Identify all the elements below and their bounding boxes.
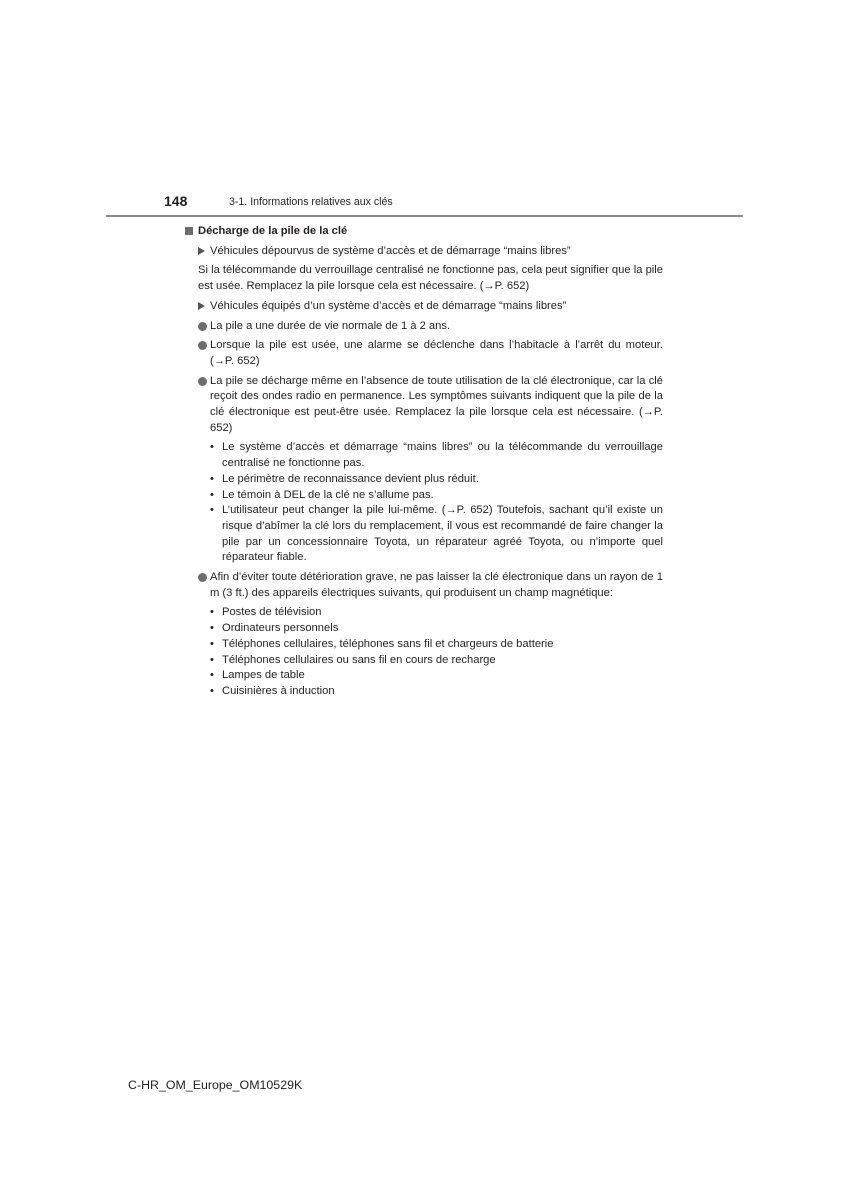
list-item	[185, 440, 663, 471]
item-text: Afin d’éviter toute détérioration grave, ne pas laisser la clé électronique dans un rayon de 1 m (3 ft.) des appareils électriques suivants, qui produisent un champ magnétique:	[210, 571, 663, 599]
heading-text: Décharge de la pile de la clé	[198, 225, 348, 237]
list-item	[185, 319, 663, 335]
section-title: 3-1. Informations relatives aux clés	[229, 196, 393, 208]
list-item	[185, 570, 663, 601]
paragraph: Si la télécommande du verrouillage centralisé ne fonctionne pas, cela peut signifier que la pile est usée. Remplacez la pile lorsque cela est nécessaire. (→P. 652)	[198, 264, 663, 293]
subheading-smart-key	[185, 299, 663, 315]
document-code: C-HR_OM_Europe_OM10529K	[128, 1078, 303, 1092]
dot-bullet-icon: •	[210, 684, 214, 697]
item-text: Lorsque la pile est usée, une alarme se déclenche dans l’habitacle à l’arrêt du moteur. (→P. 652)	[210, 339, 663, 367]
item-text: Le système d’accès et démarrage “mains libres” ou la télécommande du verrouillage centralisé ne fonctionne pas.	[222, 441, 663, 470]
triangle-right-icon	[198, 247, 205, 255]
list-item	[185, 472, 663, 488]
list-item	[185, 668, 663, 684]
page-number: 148	[164, 193, 188, 209]
subheading-text: Véhicules dépourvus de système d’accès et de démarrage “mains libres”	[210, 244, 571, 257]
dot-bullet-icon: •	[210, 669, 214, 682]
circle-bullet-icon	[198, 377, 207, 386]
dot-bullet-icon: •	[210, 637, 214, 650]
list-item	[185, 621, 663, 637]
dot-bullet-icon: •	[210, 472, 214, 485]
circle-bullet-icon	[198, 341, 207, 350]
list-item	[185, 503, 663, 566]
dot-bullet-icon: •	[210, 441, 214, 454]
dot-bullet-icon: •	[210, 606, 214, 619]
list-item	[185, 684, 663, 700]
item-text: Lampes de table	[222, 669, 305, 682]
list-item	[185, 374, 663, 437]
circle-bullet-icon	[198, 573, 207, 582]
list-item	[185, 338, 663, 369]
item-text: La pile a une durée de vie normale de 1 à 2 ans.	[210, 319, 451, 332]
section-heading	[185, 224, 663, 240]
list-item	[185, 637, 663, 653]
triangle-right-icon	[198, 302, 205, 310]
page-header	[0, 192, 848, 220]
item-text: Le périmètre de reconnaissance devient plus réduit.	[222, 472, 479, 485]
item-text: Téléphones cellulaires, téléphones sans fil et chargeurs de batterie	[222, 637, 554, 650]
list-item	[185, 653, 663, 669]
dot-bullet-icon: •	[210, 653, 214, 666]
circle-bullet-icon	[198, 322, 207, 331]
item-text: Ordinateurs personnels	[222, 622, 339, 635]
subheading-no-smart-key	[185, 244, 663, 260]
list-item	[185, 605, 663, 621]
item-text: La pile se décharge même en l’absence de toute utilisation de la clé électronique, car la clé reçoit des ondes radio en permanence. Les symptômes suivants indiquent que la pile de la clé électronique est peut-être usée. Remplacez la pile lorsque cela est nécessaire. (→P. 652)	[210, 374, 663, 434]
dot-bullet-icon: •	[210, 504, 214, 517]
item-text: Le témoin à DEL de la clé ne s’allume pas.	[222, 488, 434, 501]
dot-bullet-icon: •	[210, 488, 214, 501]
header-rule	[106, 215, 743, 217]
page-content	[185, 224, 663, 700]
item-text: Cuisinières à induction	[222, 684, 335, 697]
item-text: Téléphones cellulaires ou sans fil en cours de recharge	[222, 653, 496, 666]
item-text: L’utilisateur peut changer la pile lui-même. (→P. 652) Toutefois, sachant qu’il existe un risque d’abîmer la clé lors du remplacement, il vous est recommandé de faire changer la pile par un concessionnaire Toyota, un réparateur agréé Toyota, ou n’importe quel réparateur fiable.	[222, 504, 663, 564]
square-icon	[185, 227, 193, 235]
dot-bullet-icon: •	[210, 622, 214, 635]
symptom-list	[185, 440, 663, 566]
device-list	[185, 605, 663, 699]
item-text: Postes de télévision	[222, 606, 322, 619]
list-item	[185, 488, 663, 504]
subheading-text: Véhicules équipés d’un système d’accès et de démarrage “mains libres”	[210, 299, 567, 312]
